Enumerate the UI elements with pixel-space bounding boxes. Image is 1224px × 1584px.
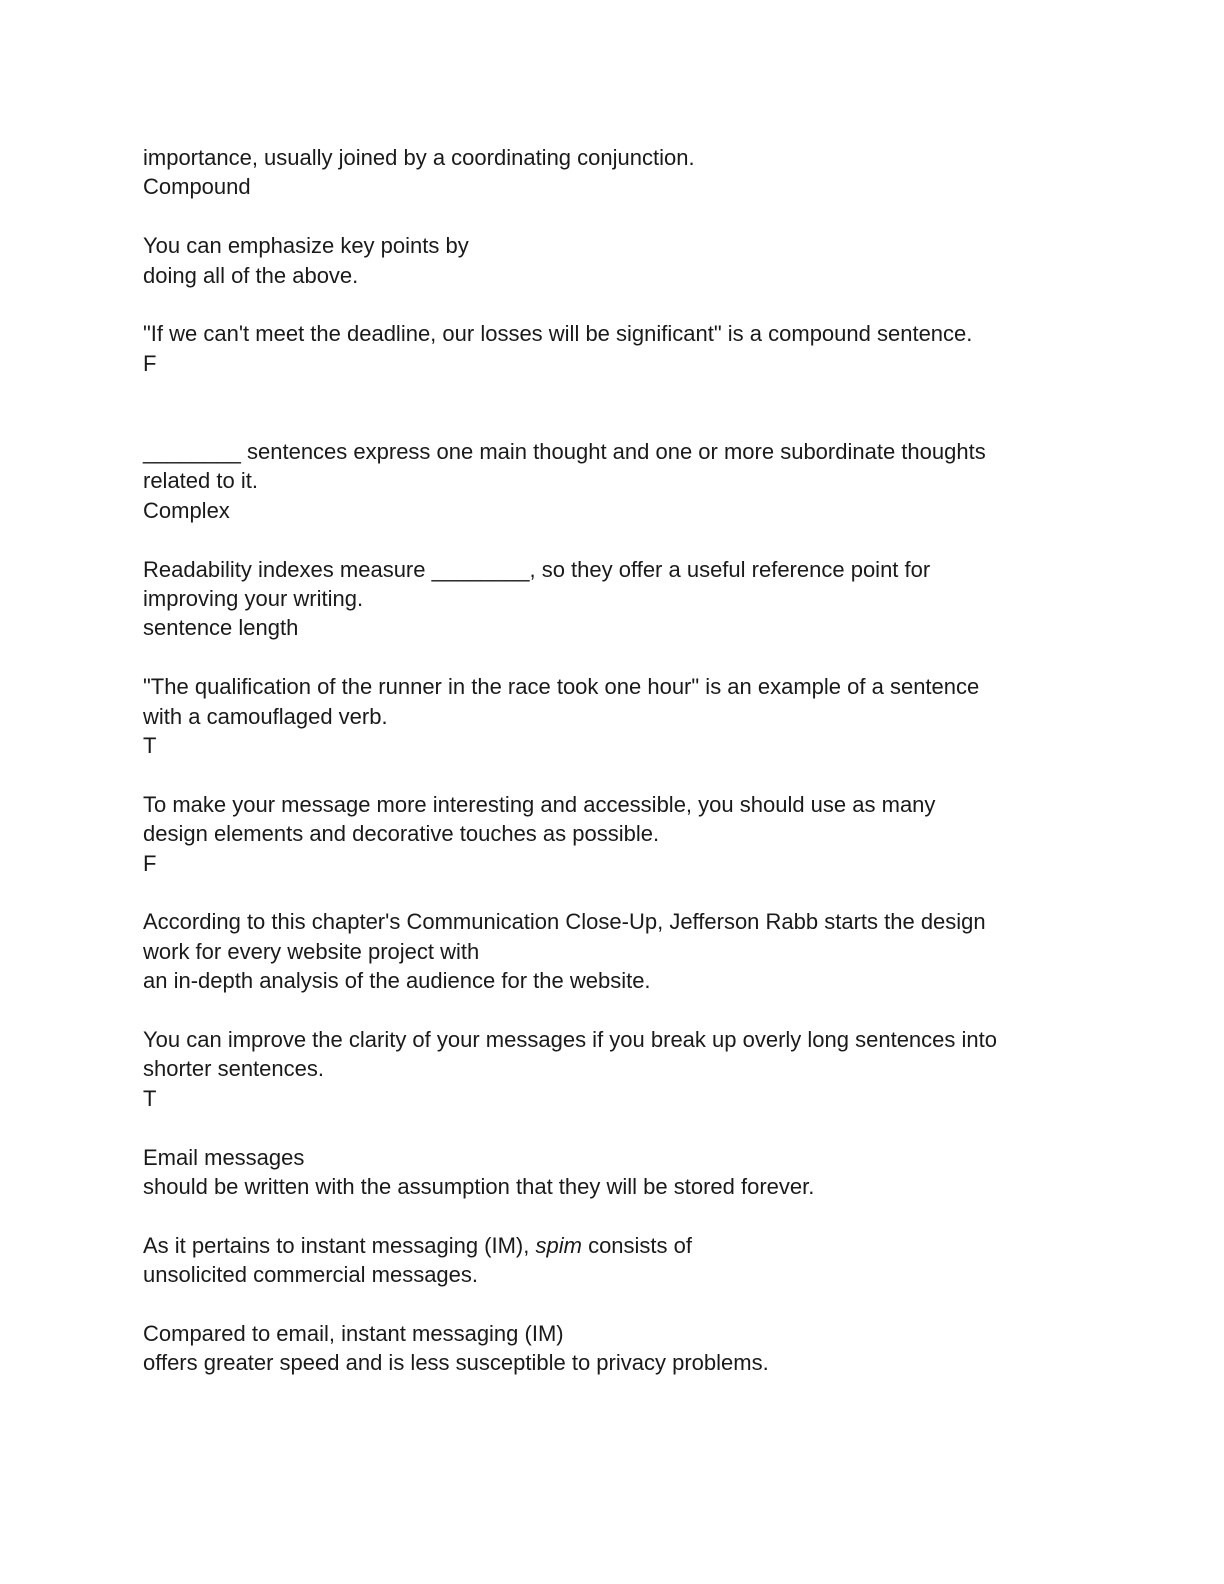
question-text: "If we can't meet the deadline, our losses will be significant" is a compound sentence.: [143, 321, 973, 347]
question-text: ________ sentences express one main thought and one or more subordinate thoughts: [143, 439, 986, 465]
answer-text: offers greater speed and is less susceptible to privacy problems.: [143, 1350, 769, 1376]
answer-text: Complex: [143, 497, 230, 523]
answer-text: F: [143, 850, 157, 876]
qa-item: [143, 672, 1103, 760]
question-text: related to it.: [143, 468, 258, 494]
question-text: improving your writing.: [143, 586, 364, 612]
question-text: work for every website project with: [143, 938, 480, 964]
question-text: "The qualification of the runner in the race took one hour" is an example of a sentence: [143, 674, 980, 700]
qa-item: [143, 1231, 1103, 1290]
answer-text: T: [143, 1085, 157, 1111]
answer-text: doing all of the above.: [143, 262, 359, 288]
question-text: design elements and decorative touches as possible.: [143, 821, 660, 847]
question-term: spim: [535, 1232, 582, 1258]
question-text: with a camouflaged verb.: [143, 703, 388, 729]
qa-item: [143, 907, 1103, 995]
qa-item: [143, 555, 1103, 643]
answer-text: T: [143, 733, 157, 759]
question-text: shorter sentences.: [143, 1056, 324, 1082]
question-suffix: consists of: [581, 1232, 692, 1258]
qa-item: [143, 790, 1103, 878]
question-text: Readability indexes measure ________, so they offer a useful reference point for: [143, 556, 931, 582]
qa-item: [143, 1143, 1103, 1202]
qa-item: [143, 319, 1103, 378]
question-text: To make your message more interesting and accessible, you should use as many: [143, 791, 936, 817]
qa-item: [143, 1319, 1103, 1378]
answer-text: an in-depth analysis of the audience for the website.: [143, 968, 651, 994]
answer-text: Compound: [143, 174, 251, 200]
answer-text: F: [143, 350, 157, 376]
qa-item: [143, 1025, 1103, 1113]
question-text: According to this chapter's Communication Close-Up, Jefferson Rabb starts the design: [143, 909, 986, 935]
qa-item: [143, 231, 1103, 290]
document-body: [143, 143, 1103, 1378]
question-text: You can emphasize key points by: [143, 233, 469, 259]
qa-item: [143, 143, 1103, 202]
question-text: You can improve the clarity of your messages if you break up overly long sentences into: [143, 1027, 997, 1053]
question-text: importance, usually joined by a coordinating conjunction.: [143, 145, 695, 170]
question-prefix: As it pertains to instant messaging (IM),: [143, 1232, 536, 1258]
answer-text: unsolicited commercial messages.: [143, 1262, 479, 1288]
question-text: Email messages: [143, 1144, 305, 1170]
question-text: [143, 1231, 1103, 1260]
qa-item: [143, 437, 1103, 525]
answer-text: sentence length: [143, 615, 299, 641]
answer-text: should be written with the assumption that they will be stored forever.: [143, 1174, 815, 1200]
question-text: Compared to email, instant messaging (IM): [143, 1321, 564, 1347]
